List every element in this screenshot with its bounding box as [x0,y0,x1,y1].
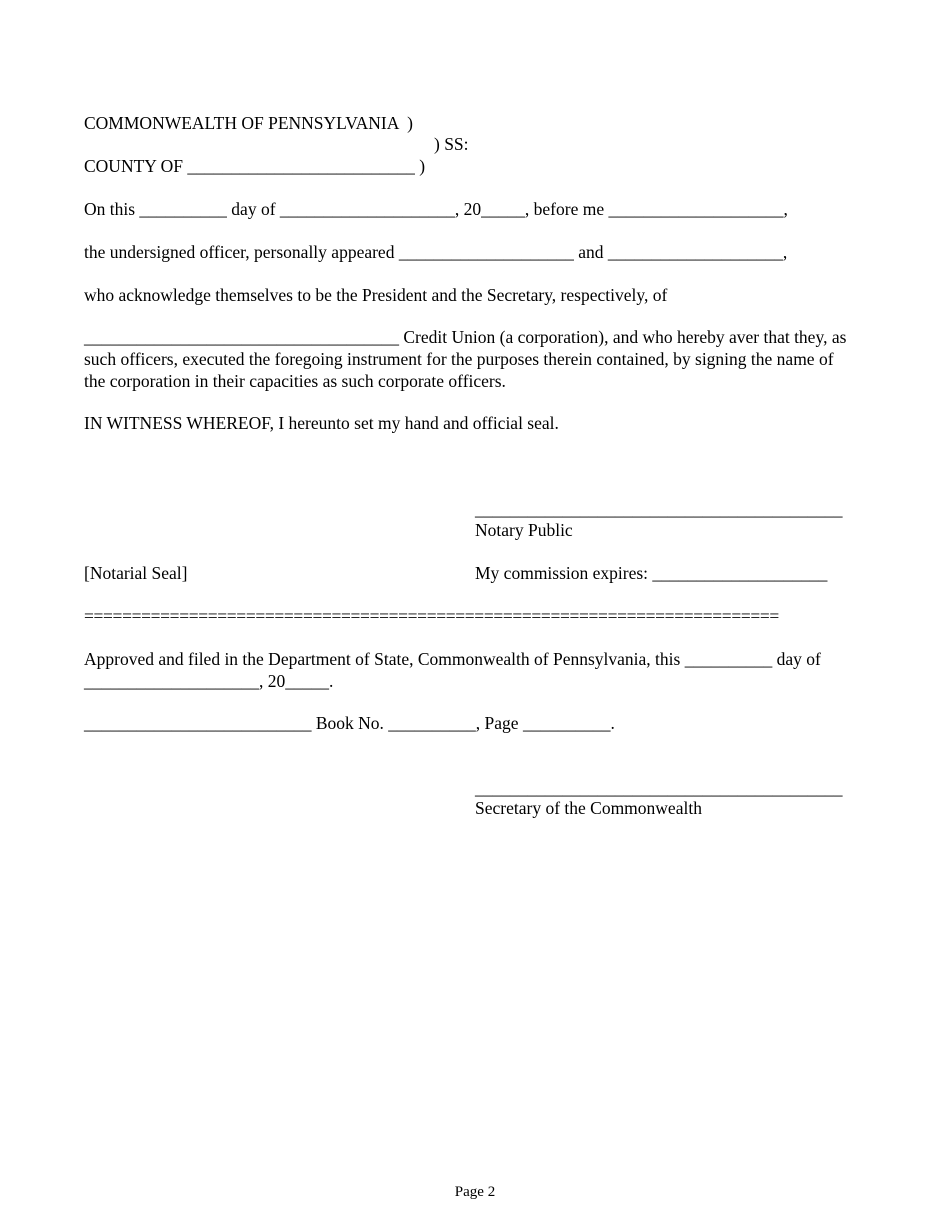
book-page-line: __________________________ Book No. __________, Page __________. [84,713,615,733]
venue-state-line: COMMONWEALTH OF PENNSYLVANIA ) [84,113,413,133]
officer-appeared-line: the undersigned officer, personally appeared ____________________ and ____________________, [84,242,788,262]
witness-line: IN WITNESS WHEREOF, I hereunto set my hand and official seal. [84,413,559,433]
on-this-line: On this __________ day of ____________________, 20_____, before me ____________________, [84,199,788,219]
section-separator: ========================================================================= [84,606,779,626]
notary-public-title: Notary Public [475,520,573,540]
secretary-signature-line: __________________________________________ [475,778,843,798]
credit-union-paragraph: ____________________________________ Credit Union (a corporation), and who hereby aver that they, as such officers, executed the foregoing instrument for the purposes therein contained, by signing the name of the corporation in their capacities as such corporate officers. [84,327,847,391]
secretary-title: Secretary of the Commonwealth [475,798,702,818]
page-number: Page 2 [454,1184,496,1200]
venue-ss-line: ) SS: [434,134,469,154]
commission-expires-line: My commission expires: ____________________ [475,563,828,583]
approved-filed-paragraph: Approved and filed in the Department of State, Commonwealth of Pennsylvania, this __________ day of ____________________, 20_____. [84,649,821,691]
notary-signature-line: __________________________________________ [475,499,843,519]
venue-county-line: COUNTY OF __________________________ ) [84,156,426,176]
acknowledge-line: who acknowledge themselves to be the President and the Secretary, respectively, of [84,285,668,305]
notarial-seal-label: [Notarial Seal] [84,563,188,583]
